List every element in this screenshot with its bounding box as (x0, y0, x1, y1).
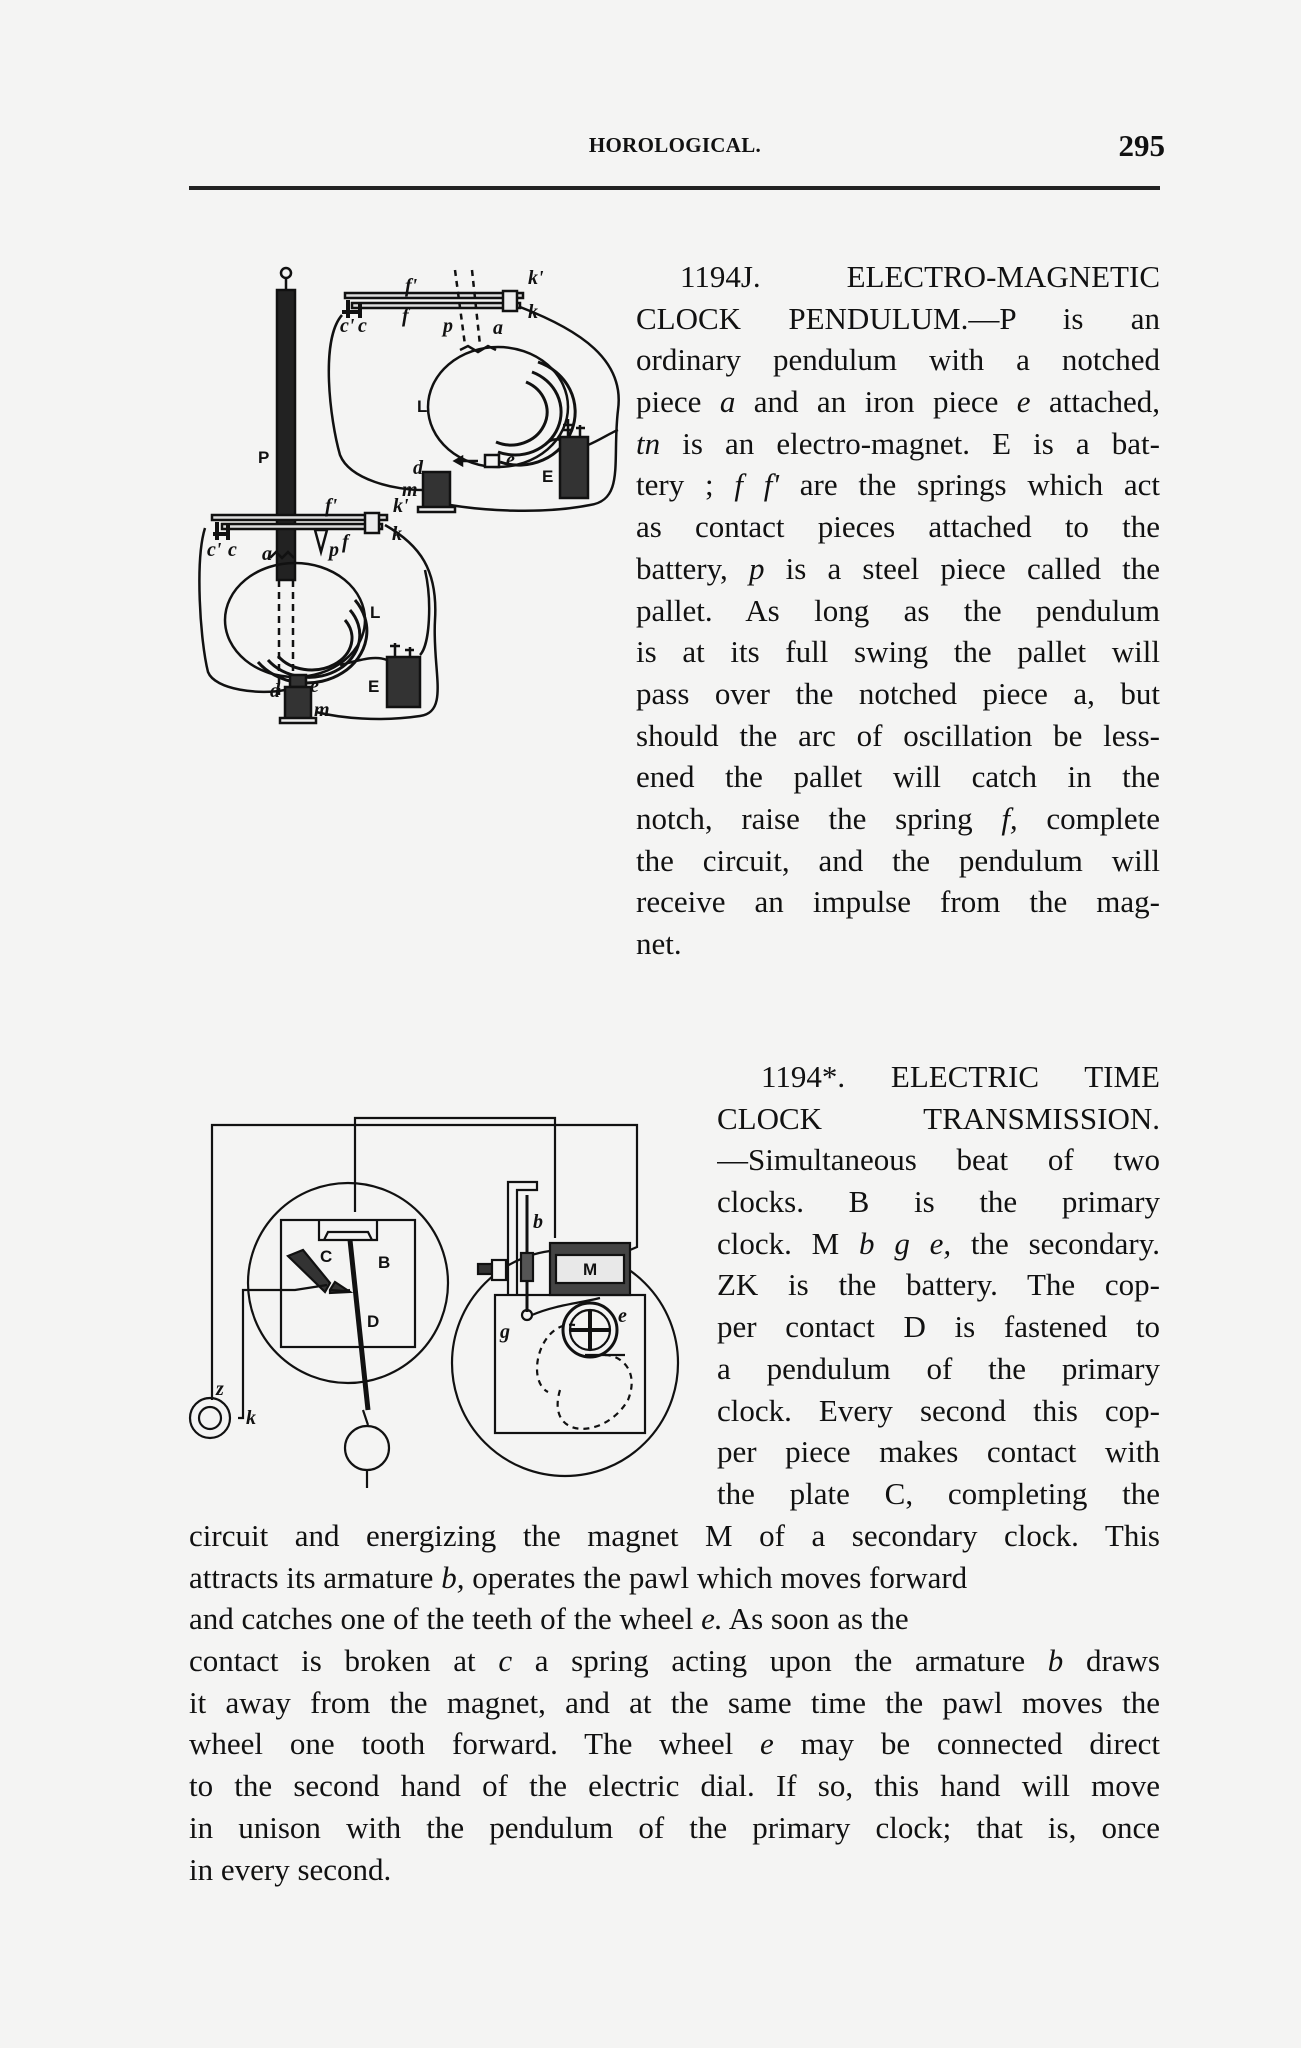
italic-text: b g e, (859, 1225, 952, 1261)
text-segment: piece (636, 384, 720, 420)
figure-label: p (443, 315, 453, 337)
text-segment: a spring acting upon the armature (512, 1643, 1048, 1679)
text-segment: is a steel piece called the (764, 550, 1160, 586)
text-segment: 1194J. ELECTRO-MAGNETIC (680, 259, 1160, 294)
text-line (636, 423, 1160, 465)
figure-label: a (493, 317, 503, 339)
figure-label: p (329, 539, 339, 561)
text-line (189, 1640, 1160, 1682)
paragraph-transmission-continued (189, 1515, 1160, 1890)
text-line (717, 1223, 1160, 1265)
text-line (636, 673, 1160, 715)
italic-text: b, (441, 1559, 465, 1595)
text-segment: in every second. (189, 1851, 392, 1887)
figure-label: c' (207, 539, 222, 561)
text-line (717, 1056, 1160, 1098)
paragraph-electric-time-transmission (717, 1056, 1160, 1515)
figure-label: e (506, 449, 515, 471)
text-line (636, 756, 1160, 798)
text-segment: clock. Every second this cop- (717, 1392, 1160, 1428)
text-segment: per piece makes contact with (717, 1434, 1160, 1470)
text-segment: per contact D is fastened to (717, 1309, 1160, 1345)
figure-label: a (262, 543, 272, 565)
figure-label: C (320, 1247, 333, 1266)
text-segment: CLOCK TRANSMISSION. (717, 1100, 1160, 1136)
text-line (636, 256, 1160, 298)
page-number: 295 (1118, 128, 1165, 163)
text-segment: may be connected direct (773, 1726, 1160, 1762)
text-segment: it away from the magnet, and at the same time the pawl moves the (189, 1684, 1160, 1720)
figure-label: k (246, 1407, 256, 1429)
text-segment: —Simultaneous beat of two (717, 1142, 1160, 1178)
italic-text: f, (1001, 800, 1018, 836)
figure-label: k (528, 301, 538, 323)
text-segment: should the arc of oscillation be less- (636, 717, 1160, 753)
text-line (636, 548, 1160, 590)
text-segment: as contact pieces attached to the (636, 509, 1160, 545)
text-segment: clock. M (717, 1225, 860, 1261)
text-segment: clocks. B is the primary (717, 1184, 1160, 1220)
text-segment: the plate C, completing the (717, 1475, 1160, 1511)
figure-label: f' (405, 275, 418, 297)
text-line (189, 1849, 1160, 1891)
figure-label: k' (393, 495, 409, 517)
text-segment: ened the pallet will catch in the (636, 759, 1160, 795)
figure-label: k' (528, 267, 544, 289)
text-segment: operates the pawl which moves forward (464, 1559, 968, 1595)
text-line (717, 1139, 1160, 1181)
text-line (189, 1723, 1160, 1765)
figure-label: d (413, 457, 423, 479)
text-segment: wheel one tooth forward. The wheel (189, 1726, 761, 1762)
text-segment: is an electro-magnet. E is a bat- (660, 425, 1160, 461)
text-line (636, 339, 1160, 381)
text-line (636, 298, 1160, 340)
text-line (717, 1264, 1160, 1306)
figure-label: z (216, 1378, 224, 1400)
text-segment: contact is broken at (189, 1643, 499, 1679)
italic-text: f f' (734, 467, 779, 503)
text-line (717, 1390, 1160, 1432)
text-segment: pass over the notched piece a, but (636, 675, 1160, 711)
running-title: HOROLOGICAL. (588, 133, 762, 157)
text-line (189, 1682, 1160, 1724)
italic-text: a (719, 384, 736, 420)
text-segment: attached, (1030, 384, 1160, 420)
text-segment: in unison with the pendulum of the primary clock; that is, once (189, 1809, 1160, 1845)
text-segment: CLOCK PENDULUM.—P is an (636, 300, 1160, 336)
figure-label: k (392, 523, 402, 545)
text-segment: As soon as the (722, 1601, 909, 1637)
figure-label: c' (340, 315, 355, 337)
text-line (636, 631, 1160, 673)
text-line (636, 840, 1160, 882)
italic-text: e (760, 1726, 774, 1762)
italic-text: e. (701, 1601, 723, 1637)
text-line (189, 1557, 1160, 1599)
text-line (717, 1348, 1160, 1390)
text-segment: are the springs which act (778, 467, 1160, 503)
text-segment: notch, raise the spring (636, 800, 1002, 836)
text-line (636, 381, 1160, 423)
text-line (636, 923, 1160, 965)
text-line (636, 881, 1160, 923)
text-line (189, 1807, 1160, 1849)
figure-label: c (358, 315, 367, 337)
italic-text: tn (636, 425, 661, 461)
figure-label: P (258, 448, 270, 467)
text-segment: complete (1017, 800, 1160, 836)
italic-text: c (498, 1643, 513, 1679)
text-line (189, 1765, 1160, 1807)
text-line (717, 1306, 1160, 1348)
text-segment: draws (1063, 1643, 1160, 1679)
text-segment: a pendulum of the primary (717, 1350, 1160, 1386)
text-segment: the circuit, and the pendulum will (636, 842, 1160, 878)
paragraph-electro-magnetic-pendulum (636, 256, 1160, 965)
text-segment: ZK is the battery. The cop- (717, 1267, 1160, 1303)
figure-label: c (228, 539, 237, 561)
figure-label: e (310, 675, 319, 697)
text-line (717, 1098, 1160, 1140)
text-segment: net. (636, 926, 682, 961)
figure-label: L (417, 397, 428, 416)
figure-label: m (314, 699, 330, 721)
text-line (717, 1181, 1160, 1223)
italic-text: e (1016, 384, 1031, 420)
text-segment: circuit and energizing the magnet M of a secondary clock. This (189, 1518, 1160, 1553)
figure-label: E (368, 677, 380, 696)
figure-label: e (618, 1305, 627, 1327)
figure-label: E (542, 467, 554, 486)
italic-text: b (1047, 1643, 1064, 1679)
text-segment: attracts its armature (189, 1559, 442, 1595)
text-segment: pallet. As long as the pendulum (636, 592, 1160, 628)
figure-label: d (270, 680, 280, 702)
figure-label: g (500, 1321, 510, 1343)
text-segment: and catches one of the teeth of the wheel (189, 1601, 702, 1637)
text-line (636, 506, 1160, 548)
text-segment: to the second hand of the electric dial. If so, this hand will move (189, 1768, 1160, 1804)
figure-label: f (342, 531, 349, 553)
figure-label: L (370, 603, 381, 622)
text-segment: 1194*. ELECTRIC TIME (761, 1059, 1160, 1094)
text-segment: is at its full swing the pallet will (636, 634, 1160, 670)
text-line (189, 1598, 1160, 1640)
text-segment: the secondary. (951, 1225, 1160, 1261)
italic-text: p (748, 550, 765, 586)
figure-label: m (402, 479, 418, 501)
text-line (636, 798, 1160, 840)
text-segment: ordinary pendulum with a notched (636, 342, 1160, 378)
figure-label: f (402, 305, 409, 327)
text-segment: and an iron piece (735, 384, 1017, 420)
figure-label: M (583, 1260, 598, 1279)
text-segment: receive an impulse from the mag- (636, 884, 1160, 920)
text-line (717, 1473, 1160, 1515)
text-line (636, 715, 1160, 757)
figure-label: D (367, 1312, 380, 1331)
text-segment: tery ; (636, 467, 735, 503)
figure-label: B (378, 1253, 391, 1272)
figure-label: b (533, 1211, 543, 1233)
text-line (189, 1515, 1160, 1557)
text-segment: battery, (636, 550, 749, 586)
text-line (636, 590, 1160, 632)
text-line (636, 464, 1160, 506)
figure-label: f' (325, 495, 338, 517)
text-line (717, 1431, 1160, 1473)
